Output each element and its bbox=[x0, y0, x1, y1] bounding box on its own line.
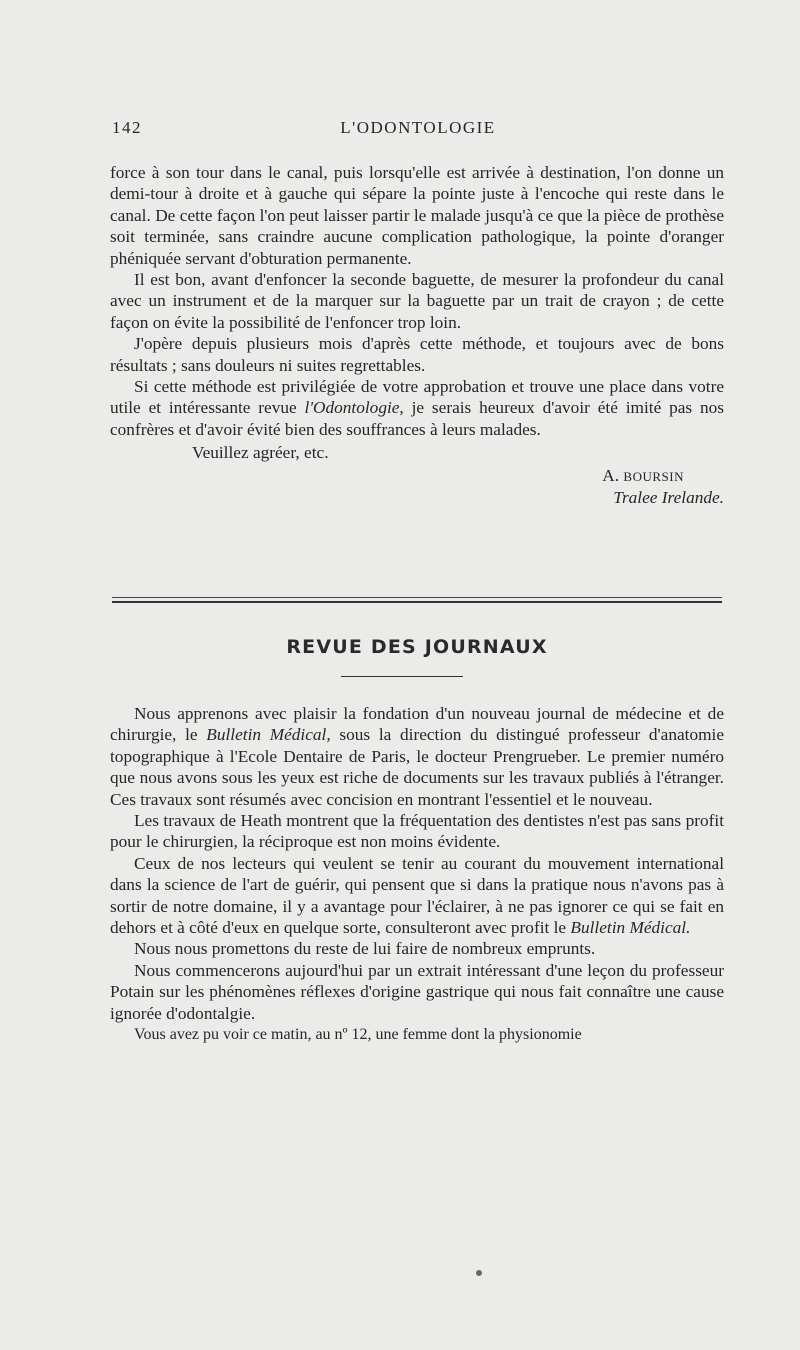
page-header bbox=[112, 118, 724, 140]
article-paragraph: Nous nous promettons du reste de lui faire de nombreux emprunts. bbox=[134, 939, 596, 959]
separator-thick-line bbox=[112, 601, 722, 603]
article-paragraph: Vous avez pu voir ce matin, au nº 12, une femme dont la physionomie bbox=[134, 1026, 582, 1044]
article-paragraph bbox=[110, 853, 724, 939]
article-paragraph: Les travaux de Heath montrent que la fréquentation des dentistes n'est pas sans profit pour le chirurgien, la réciproque est non moins évidente. bbox=[110, 811, 724, 852]
article-paragraph: Nous commencerons aujourd'hui par un extrait intéressant d'une leçon du professeur Potain sur les phénomènes réflexes d'origine gastrique qui nous fait connaître une cause ignorée d'odontalgie. bbox=[110, 960, 724, 1023]
journal-title-bulletin: Bulletin Médical, bbox=[206, 725, 331, 745]
running-title: L'ODONTOLOGIE bbox=[340, 118, 496, 137]
article-paragraph bbox=[110, 703, 724, 810]
article-text-end: sous la direction du distingué professeur d'anatomie topographique à l'Ecole Dentaire de Paris, le docteur Prengrueber. Le premier numéro que nous avons sous les yeux est riche de documents sur les travaux publiés à l'étranger. Ces travaux sont résumés avec concision en montrant l'essentiel et le nouveau. bbox=[110, 725, 725, 809]
letter-text bbox=[110, 162, 724, 509]
separator-thin-line bbox=[112, 597, 722, 598]
ink-dot bbox=[476, 1270, 482, 1276]
letter-closing: Veuillez agréer, etc. bbox=[192, 443, 329, 463]
signature-surname: BOURSIN bbox=[623, 468, 684, 484]
signature-name bbox=[110, 465, 684, 487]
article-text-start: Ceux de nos lecteurs qui veulent se tenir au courant du mouvement international dans la science de l'art de guérir, qui pensent que si dans la pratique nous n'avons pas à sortir de notre domaine, il y a avantage pour l'éclairer, à ne pas ignorer ce qui se fait en dehors et à côté d'eux en quelque sorte, consulteront avec profit le bbox=[110, 853, 724, 938]
article-text bbox=[110, 703, 724, 1046]
article-text-start: Nous apprenons avec plaisir la fondation d'un nouveau journal de médecine et de chirurgie, le bbox=[110, 704, 724, 745]
journal-title-odontologie: l'Odontologie, bbox=[304, 398, 404, 418]
page-number: 142 bbox=[112, 118, 142, 137]
title-rule bbox=[341, 676, 463, 677]
letter-paragraph bbox=[110, 376, 724, 440]
letter-paragraph: Il est bon, avant d'enfoncer la seconde baguette, de mesurer la profondeur du canal avec un instrument et de la marquer sur la baguette par un trait de crayon ; de cette façon on évite la possibilité de l'enfoncer trop loin. bbox=[110, 270, 724, 332]
letter-paragraph: force à son tour dans le canal, puis lorsqu'elle est arrivée à destination, l'on donne un demi-tour à droite et à gauche qui sépare la pointe juste à l'encoche qui reste dans le canal. De cette façon l'on peut laisser partir le malade jusqu'à ce que la pièce de prothèse soit terminée, sans craindre aucune complication pathologique, la pointe d'oranger phéniquée servant d'obturation permanente. bbox=[110, 163, 724, 268]
letter-paragraph: J'opère depuis plusieurs mois d'après cette méthode, et toujours avec de bons résultats ; sans douleurs ni suites regrettables. bbox=[110, 334, 724, 375]
signature-place: Tralee Irelande. bbox=[613, 488, 724, 508]
approval-text-end: je serais heureux d'avoir été imité pas nos confrères et d'avoir évité bien des souffrances à leurs malades. bbox=[110, 398, 724, 439]
section-separator bbox=[112, 597, 722, 604]
signature-initial: A. bbox=[602, 465, 624, 485]
journal-title-bulletin: Bulletin Médical. bbox=[570, 918, 691, 938]
approval-text-start: Si cette méthode est privilégiée de votre approbation et trouve une place dans votre utile et intéressante revue bbox=[110, 377, 724, 418]
section-title: REVUE DES JOURNAUX bbox=[286, 636, 548, 658]
